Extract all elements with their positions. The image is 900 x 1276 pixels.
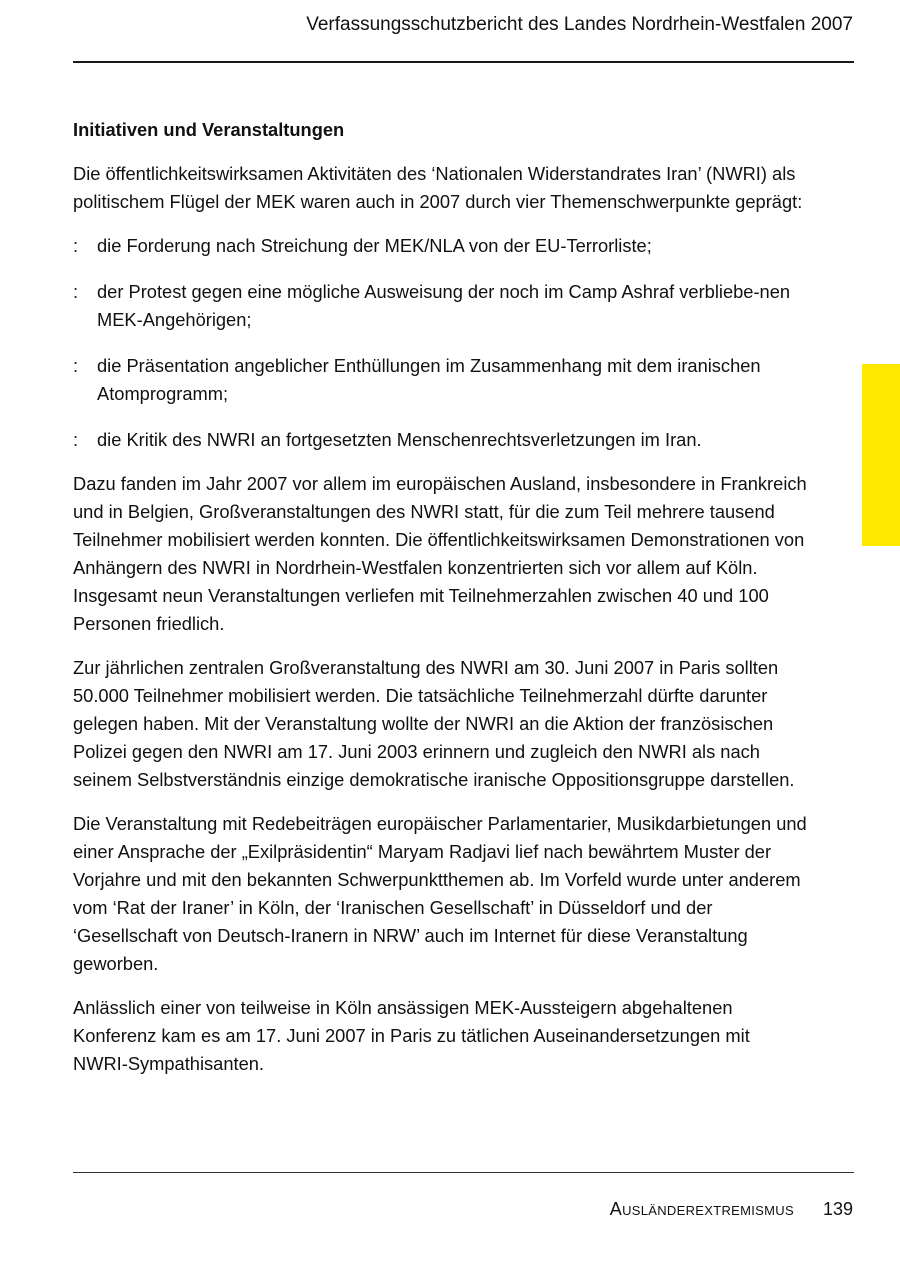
list-item: [73, 426, 809, 454]
running-title: Ausländerextremismus: [609, 1199, 794, 1219]
topic-list: [73, 232, 809, 454]
list-marker: :: [73, 281, 79, 302]
list-item-text: die Kritik des NWRI an fortgesetzten Menschenrechtsverletzungen im Iran.: [97, 429, 702, 450]
page-number: 139: [822, 1199, 853, 1219]
list-item-text: die Forderung nach Streichung der MEK/NLA von der EU-Terrorliste;: [97, 235, 652, 256]
body-paragraph: Zur jährlichen zentralen Großveranstaltung des NWRI am 30. Juni 2007 in Paris sollten 50.000 Teilnehmer mobilisiert werden. Die tatsächliche Teilnehmerzahl dürfte darunter gelegen haben. Mit der Veranstaltung wollte der NWRI an die Aktion der französischen Polizei gegen den NWRI am 17. Juni 2003 erinnern und zugleich den NWRI als nach seinem Selbstverständnis einzige demokratische iranische Oppositionsgruppe darstellen.: [73, 657, 795, 790]
list-item: [73, 278, 809, 334]
list-marker: :: [73, 235, 79, 256]
list-item-text: die Präsentation angeblicher Enthüllungen im Zusammenhang mit dem iranischen Atomprogramm;: [97, 355, 761, 404]
list-marker: :: [73, 429, 79, 450]
header-divider: [73, 61, 854, 63]
list-marker: :: [73, 355, 79, 376]
body-paragraph: Die Veranstaltung mit Redebeiträgen europäischer Parlamentarier, Musikdarbietungen und einer Ansprache der „Exilpräsidentin“ Maryam Radjavi lief nach bewährtem Muster der Vorjahre und mit den bekannten Schwerpunktthemen ab. Im Vorfeld wurde unter anderem vom ‘Rat der Iraner’ in Köln, der ‘Iranischen Gesellschaft’ in Düsseldorf und der ‘Gesellschaft von Deutsch-Iranern in NRW’ auch im Internet für diese Veranstaltung geworben.: [73, 813, 807, 974]
list-item-text: der Protest gegen eine mögliche Ausweisung der noch im Camp Ashraf verbliebe-nen MEK-Angehörigen;: [97, 281, 791, 330]
main-content: [73, 116, 809, 1094]
body-paragraph: Anlässlich einer von teilweise in Köln ansässigen MEK-Aussteigern abgehaltenen Konferenz kam es am 17. Juni 2007 in Paris zu tätlichen Auseinandersetzungen mit NWRI-Sympathisanten.: [73, 997, 750, 1074]
list-item: [73, 232, 809, 260]
section-heading: Initiativen und Veranstaltungen: [73, 119, 345, 140]
page-header-title: Verfassungsschutzbericht des Landes Nordrhein-Westfalen 2007: [306, 14, 853, 35]
body-paragraph: Dazu fanden im Jahr 2007 vor allem im europäischen Ausland, insbesondere in Frankreich und in Belgien, Großveranstaltungen des NWRI statt, für die zum Teil mehrere tausend Teilnehmer mobilisiert werden konnten. Die öffentlichkeitswirksamen Demonstrationen von Anhängern des NWRI in Nordrhein-Westfalen konzentrierten sich vor allem auf Köln. Insgesamt neun Veranstaltungen verliefen mit Teilnehmerzahlen zwischen 40 und 100 Personen friedlich.: [73, 473, 807, 634]
intro-paragraph: Die öffentlichkeitswirksamen Aktivitäten des ‘Nationalen Widerstandrates Iran’ (NWRI) als politischem Flügel der MEK waren auch in 2007 durch vier Themenschwerpunkte geprägt:: [73, 163, 803, 212]
footer-divider: [73, 1172, 854, 1173]
chapter-side-tab: [862, 364, 900, 546]
page-footer: [610, 1197, 853, 1221]
list-item: [73, 352, 809, 408]
